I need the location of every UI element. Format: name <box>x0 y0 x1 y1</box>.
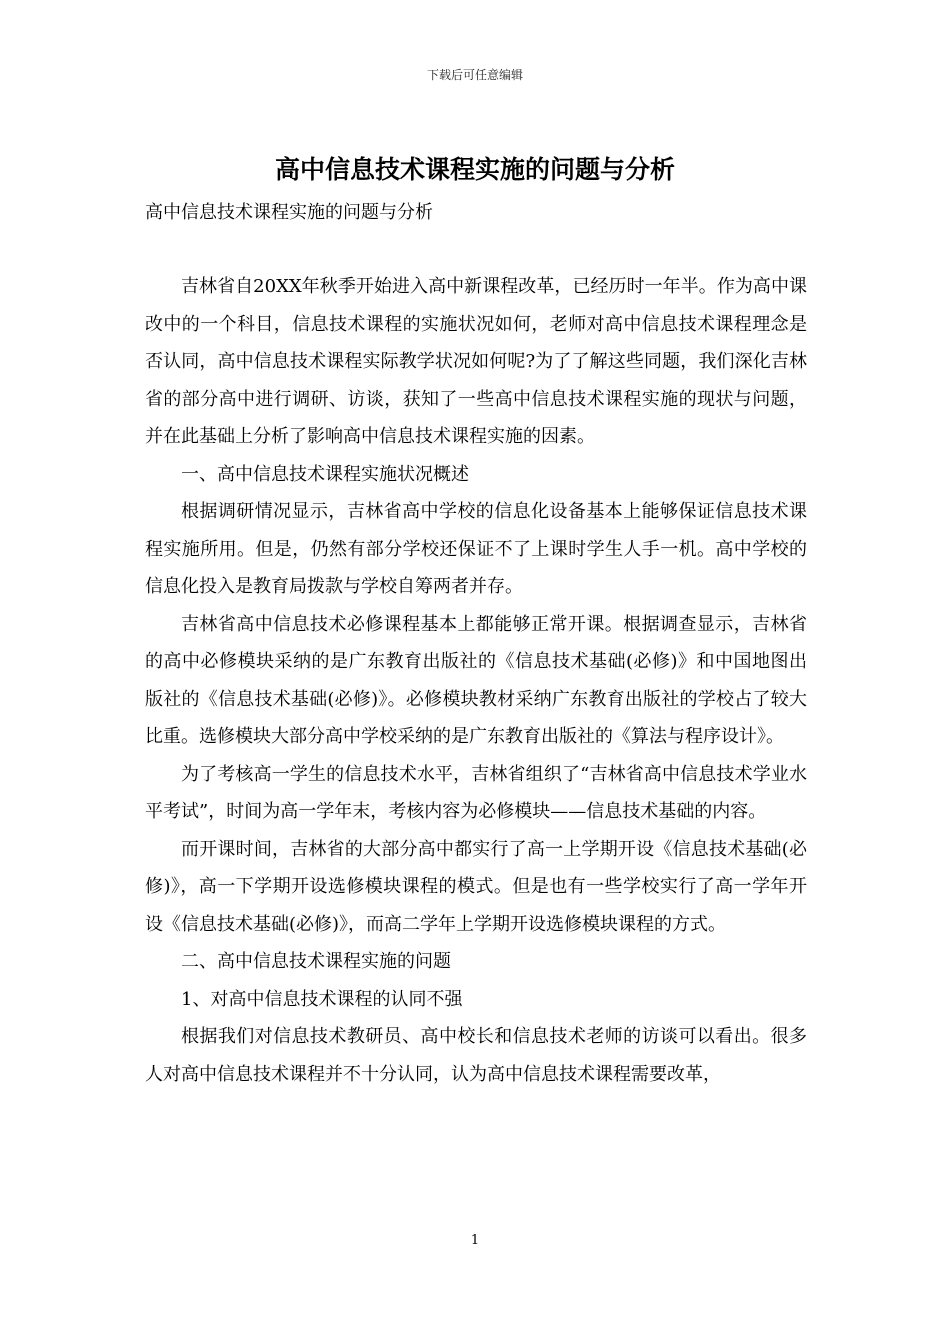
paragraph-interviews: 根据我们对信息技术教研员、高中校长和信息技术老师的访谈可以看出。很多人对高中信息技术课程并不十分认同，认为高中信息技术课程需要改革， <box>145 1026 807 1085</box>
page-header-note: 下载后可任意编辑 <box>426 68 523 82</box>
paragraph-equipment: 根据调研情况显示，吉林省高中学校的信息化设备基本上能够保证信息技术课程实施所用。但是，仍然有部分学校还保证不了上课时学生人手一机。高中学校的信息化投入是教育局拨款与学校自筹两者并存。 <box>145 501 807 597</box>
section-heading-problems: 二、高中信息技术课程实施的问题 <box>181 951 451 972</box>
section-heading-overview: 一、高中信息技术课程实施状况概述 <box>181 463 469 485</box>
paragraph-intro: 吉林省自20XX年秋季开始进入高中新课程改革，已经历时一年半。作为高中课改中的一个科目，信息技术课程的实施状况如何，老师对高中信息技术课程理念是否认同，高中信息技术课程实际教学状况如何呢?为了了解这些同题，我们深化吉林省的部分高中进行调研、访谈，获知了一些高中信息技术课程实施的现状与问题，并在此基础上分析了影响高中信息技术课程实施的因素。 <box>145 276 807 447</box>
paragraph-schedule: 而开课时间，吉林省的大部分高中都实行了高一上学期开设《信息技术基础(必修)》，高一下学期开设选修模块课程的模式。但是也有一些学校实行了高一学年开设《信息技术基础(必修)》，而高二学年上学期开设选修模块课程的方式。 <box>145 838 807 935</box>
document-body <box>145 268 807 1093</box>
document-subtitle: 高中信息技术课程实施的问题与分析 <box>145 202 433 223</box>
subsection-heading-recognition: 1、对高中信息技术课程的认同不强 <box>181 988 463 1010</box>
page-number: 1 <box>470 1233 480 1248</box>
paragraph-textbooks: 吉林省高中信息技术必修课程基本上都能够正常开课。根据调查显示，吉林省的高中必修模块采纳的是广东教育出版社的《信息技术基础(必修)》和中国地图出版社的《信息技术基础(必修)》。必修模块教材采纳广东教育出版社的学校占了较大比重。选修模块大部分高中学校采纳的是广东教育出版社的《算法与程序设计》。 <box>145 613 807 747</box>
paragraph-exam: 为了考核高一学生的信息技术水平，吉林省组织了“吉林省高中信息技术学业水平考试”，时间为高一学年末，考核内容为必修模块——信息技术基础的内容。 <box>145 763 807 822</box>
document-title: 高中信息技术课程实施的问题与分析 <box>274 155 675 184</box>
